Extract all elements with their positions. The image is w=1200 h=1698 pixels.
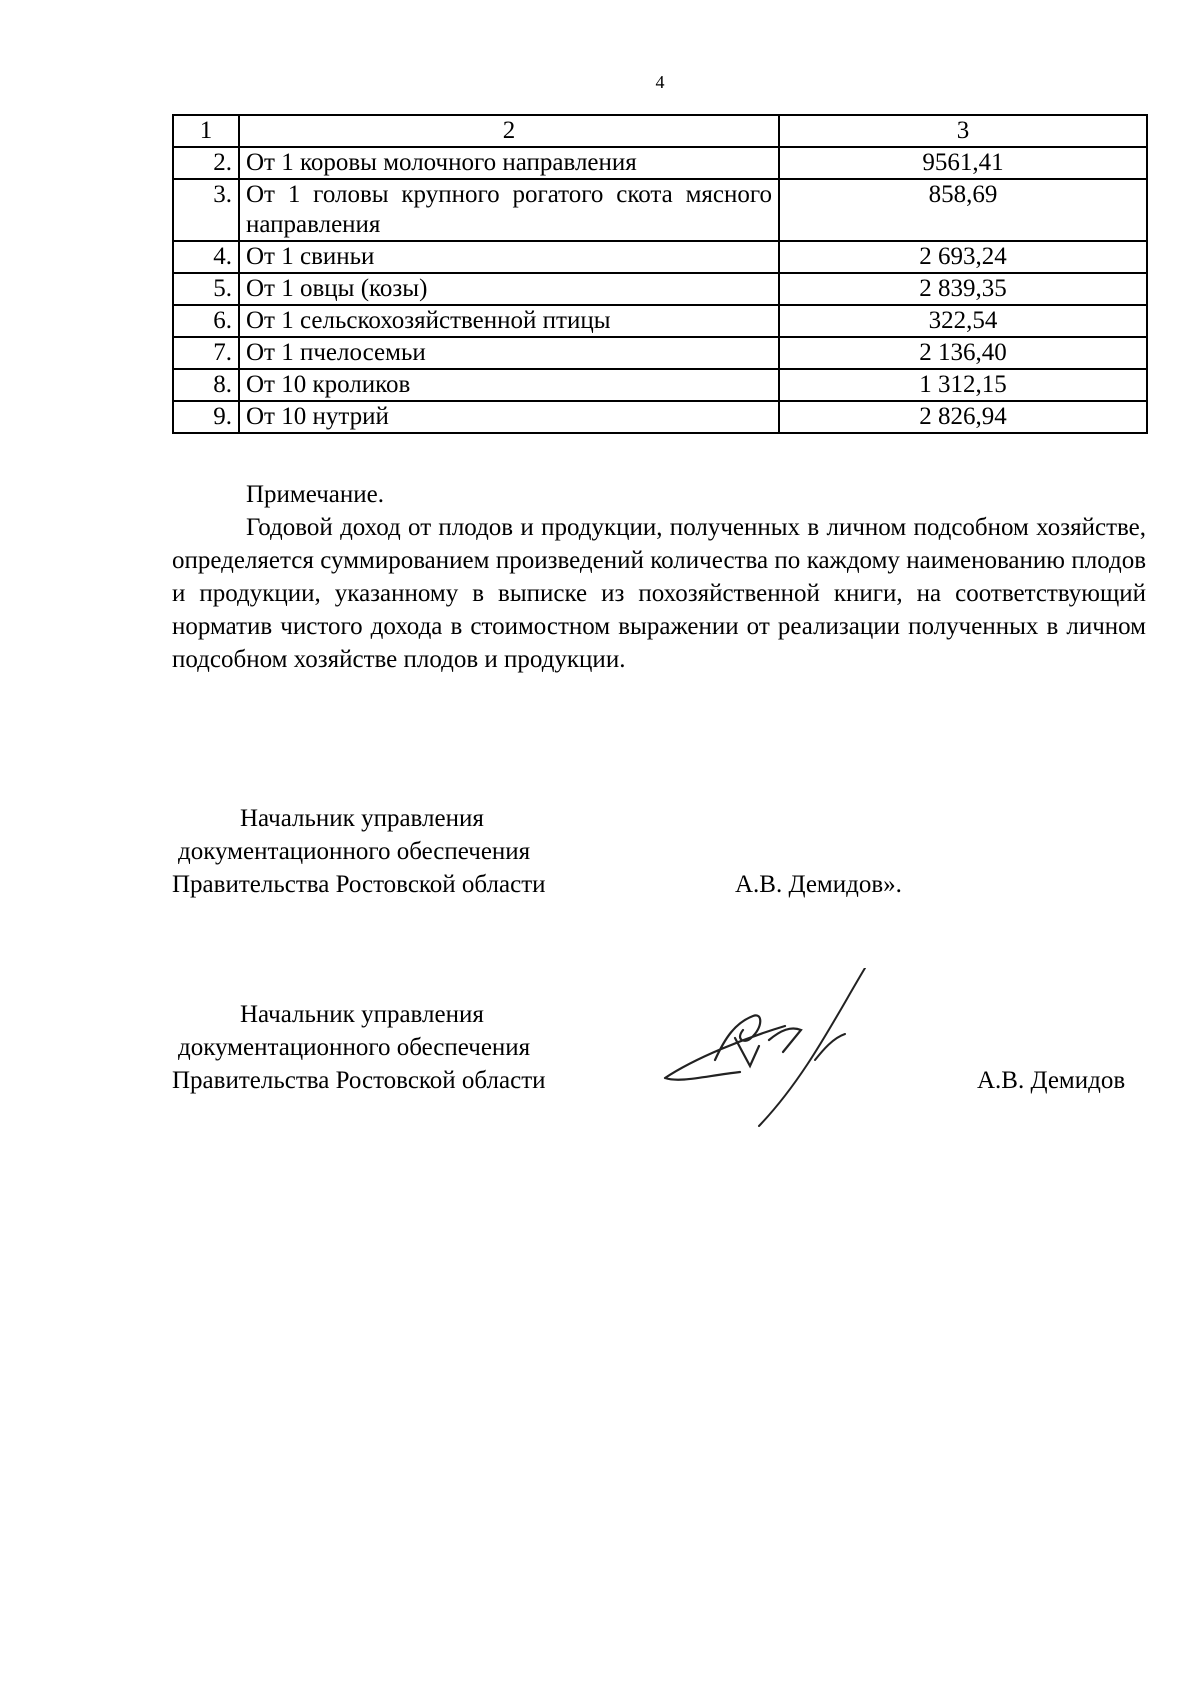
row-name: От 1 пчелосемьи (239, 337, 779, 369)
row-value: 2 839,35 (779, 273, 1147, 305)
table-header-cell: 1 (173, 115, 239, 147)
row-number: 4. (173, 241, 239, 273)
position-line: Начальник управления (240, 805, 484, 832)
row-name: От 1 сельскохозяйственной птицы (239, 305, 779, 337)
handwritten-signature (655, 968, 955, 1128)
page-number: 4 (655, 72, 665, 92)
position-line: Правительства Ростовской области (172, 1067, 546, 1094)
table-header-row (173, 115, 1147, 147)
note-title: Примечание. (246, 481, 385, 508)
position-line: Правительства Ростовской области (172, 871, 546, 898)
row-number: 3. (173, 179, 239, 241)
row-number: 8. (173, 369, 239, 401)
table-row (173, 369, 1147, 401)
signature-stroke (665, 1015, 801, 1079)
table-row (173, 305, 1147, 337)
row-name: От 1 коровы молочного направления (239, 147, 779, 179)
row-name: От 1 головы крупного рогатого скота мясного направления (239, 179, 779, 241)
table-row (173, 147, 1147, 179)
table-row (173, 337, 1147, 369)
table-header-cell: 2 (239, 115, 779, 147)
table-row (173, 179, 1147, 241)
row-value: 9561,41 (779, 147, 1147, 179)
signature-stroke (759, 968, 865, 1126)
position-line: Начальник управления (240, 1001, 484, 1028)
note-section (172, 478, 1146, 676)
table-row (173, 273, 1147, 305)
table-header-cell: 3 (779, 115, 1147, 147)
row-name: От 1 овцы (козы) (239, 273, 779, 305)
row-number: 5. (173, 273, 239, 305)
row-number: 9. (173, 401, 239, 433)
signatory-name-1: А.В. Демидов». (735, 871, 902, 898)
table-row (173, 241, 1147, 273)
row-value: 858,69 (779, 179, 1147, 241)
row-value: 322,54 (779, 305, 1147, 337)
row-value: 1 312,15 (779, 369, 1147, 401)
signature-block-1-title (172, 802, 622, 901)
position-line: документационного обеспечения (178, 1034, 531, 1061)
note-body: Годовой доход от плодов и продукции, полученных в личном подсобном хозяйстве, определяется суммированием произведений количества по каждому наименованию плодов и продукции, указанному в выписке из похозяйственной книги, на соответствующий норматив чистого дохода в стоимостном выражении от реализации полученных в личном подсобном хозяйстве плодов и продукции. (172, 514, 1146, 673)
row-number: 2. (173, 147, 239, 179)
row-name: От 10 кроликов (239, 369, 779, 401)
row-name: От 10 нутрий (239, 401, 779, 433)
row-value: 2 693,24 (779, 241, 1147, 273)
table-row (173, 401, 1147, 433)
position-line: документационного обеспечения (178, 838, 531, 865)
row-number: 7. (173, 337, 239, 369)
row-value: 2 826,94 (779, 401, 1147, 433)
income-norms-table (172, 114, 1148, 434)
row-value: 2 136,40 (779, 337, 1147, 369)
row-number: 6. (173, 305, 239, 337)
signature-block-2-title (172, 998, 622, 1097)
row-name: От 1 свиньи (239, 241, 779, 273)
signatory-name-2: А.В. Демидов (977, 1067, 1126, 1094)
